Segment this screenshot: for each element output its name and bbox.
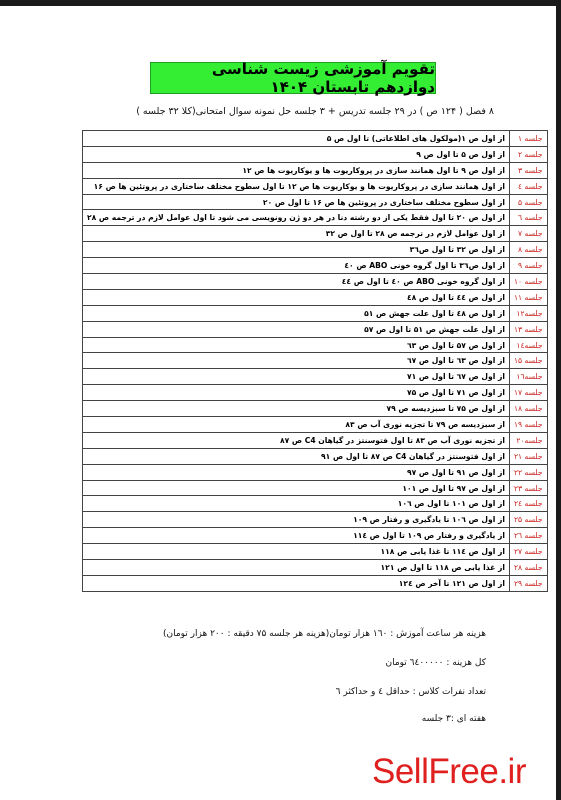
session-label: جلسه۱۲ xyxy=(509,305,547,321)
session-label: جلسه ۲۲ xyxy=(509,464,547,480)
session-description: از اول ص ٦۷ تا اول ص ۷۱ xyxy=(83,369,510,385)
table-row xyxy=(83,401,548,417)
session-description: از یادگیری و رفتار ص ۱۰۹ تا اول ص ۱۱٤ xyxy=(83,528,510,544)
session-description: از اول ص ۹۱ تا اول ص ۹۷ xyxy=(83,464,510,480)
session-label: جلسه ۸ xyxy=(509,242,547,258)
session-description: از اول ص ۷۱ تا اول ص ۷۵ xyxy=(83,385,510,401)
session-label: جلسه ۱۷ xyxy=(509,385,547,401)
table-row xyxy=(83,528,548,544)
table-row xyxy=(83,560,548,576)
session-description: از اول ص ٦۳ تا اول ص ٦۷ xyxy=(83,353,510,369)
session-label: جلسه ۲۳ xyxy=(509,480,547,496)
table-row xyxy=(83,162,548,178)
session-label: جلسه ٤ xyxy=(509,178,547,194)
table-row xyxy=(83,131,548,147)
session-label: جلسه ۲۸ xyxy=(509,560,547,576)
class-size-note: تعداد نفرات کلاس : حداقل ٤ و حداکثر ٦ xyxy=(335,687,486,697)
session-description: از اول ص ٤۸ تا اول علت جهش ص ۵۱ xyxy=(83,305,510,321)
document-title: تقویم آموزشی زیست شناسی دوازدهم تابستان ۱۴۰۴ xyxy=(150,62,436,94)
table-row xyxy=(83,575,548,591)
table-row xyxy=(83,369,548,385)
session-label: جلسه ۱ xyxy=(509,131,547,147)
table-row xyxy=(83,258,548,274)
table-row xyxy=(83,353,548,369)
session-description: از اول سطوح مختلف ساختاری در پروتئین ها ص ۱۶ تا اول ص ۲۰ xyxy=(83,194,510,210)
session-description: از اول ص ٤٤ تا اول ص ٤۸ xyxy=(83,289,510,305)
table-row xyxy=(83,448,548,464)
session-description: از اول ص ۳۲ تا اول ص۳٦ xyxy=(83,242,510,258)
session-schedule-table xyxy=(82,130,548,592)
hourly-cost-note: هزینه هر ساعت آموزش : ۱٦۰ هزار تومان(هزینه هر جلسه ۷۵ دقیقه : ۲۰۰ هزار تومان) xyxy=(162,629,486,639)
session-label: جلسه ۹ xyxy=(509,258,547,274)
session-description: از اول ص ۱۰٦ تا یادگیری و رفتار ص ۱۰۹ xyxy=(83,512,510,528)
table-row xyxy=(83,242,548,258)
session-label: جلسه ۱۰ xyxy=(509,274,547,290)
session-description: از اول ص ۱۱٤ تا غذا یابی ص ۱۱۸ xyxy=(83,544,510,560)
table-row xyxy=(83,210,548,226)
window-right-border xyxy=(556,0,561,800)
session-label: جلسه ۲ xyxy=(509,146,547,162)
session-description: از اول همانند سازی در پروکاریوت ها و یوکاریوت ها ص ۱۲ تا اول سطوح مختلف ساختاری در پروتئین ها ص ۱۶ xyxy=(83,178,510,194)
session-description: از سبزدیسه ص ۷۹ تا تجزیه نوری آب ص ۸۳ xyxy=(83,417,510,433)
session-label: جلسه ۳ xyxy=(509,162,547,178)
session-description: از اول ص ۱(مولکول های اطلاعاتی) تا اول ص ۵ xyxy=(83,131,510,147)
table-row xyxy=(83,178,548,194)
session-label: جلسه ۷ xyxy=(509,226,547,242)
session-label: جلسه۲۰ xyxy=(509,432,547,448)
session-description: از اول علت جهش ص ۵۱ تا اول ص ۵۷ xyxy=(83,321,510,337)
table-row xyxy=(83,464,548,480)
session-description: از اول ص ۱۰۱ تا اول ص ۱۰٦ xyxy=(83,496,510,512)
session-label: جلسه ۱۱ xyxy=(509,289,547,305)
session-description: از اول ص ۹ تا اول همانند سازی در پروکاریوت ها و یوکاریوت ها ص ۱۲ xyxy=(83,162,510,178)
session-description: از اول ص ۷۵ تا سبزدیسه ص ۷۹ xyxy=(83,401,510,417)
table-row xyxy=(83,544,548,560)
session-label: جلسه ۲۵ xyxy=(509,512,547,528)
table-row xyxy=(83,385,548,401)
table-row xyxy=(83,321,548,337)
session-description: از اول ص ۱۲۱ تا آخر ص ۱۲٤ xyxy=(83,575,510,591)
document-page xyxy=(10,6,546,800)
session-label: جلسه ۲٤ xyxy=(509,496,547,512)
weekly-sessions-note: هفته ای :۳ جلسه xyxy=(421,714,486,724)
session-description: از اول ص ۲۰ تا اول فقط یکی از دو رشته دنا در هر دو ژن رونویسی می شود تا اول عوامل لازم در ترجمه ص ۲۸ xyxy=(83,210,510,226)
session-description: از اول ص۳٦ تا اول گروه خونی ABO ص ٤۰ xyxy=(83,258,510,274)
session-description: از اول فتوسنتز در گیاهان C4 ص ۸۷ تا اول ص ۹۱ xyxy=(83,448,510,464)
session-label: جلسه ۱۸ xyxy=(509,401,547,417)
table-row xyxy=(83,417,548,433)
session-label: جلسه۱٤ xyxy=(509,337,547,353)
session-label: جلسه۱٦ xyxy=(509,369,547,385)
session-description: از تجزیه نوری آب ص ۸۳ تا اول فتوسنتز در گیاهان C4 ص ۸۷ xyxy=(83,432,510,448)
session-label: جلسه ۱۹ xyxy=(509,417,547,433)
session-label: جلسه ۵ xyxy=(509,194,547,210)
table-row xyxy=(83,305,548,321)
watermark-logo: SellFree.ir xyxy=(372,752,526,791)
table-row xyxy=(83,146,548,162)
session-description: از غذا یابی ص ۱۱۸ تا اول ص ۱۲۱ xyxy=(83,560,510,576)
table-row xyxy=(83,480,548,496)
table-row xyxy=(83,194,548,210)
session-label: جلسه ۲٦ xyxy=(509,528,547,544)
session-description: از اول ص ۵ تا اول ص ۹ xyxy=(83,146,510,162)
table-row xyxy=(83,274,548,290)
total-cost-note: کل هزینه : ٦٤۰۰۰۰۰ تومان xyxy=(385,658,486,668)
session-description: از اول عوامل لازم در ترجمه ص ۲۸ تا اول ص ۳۲ xyxy=(83,226,510,242)
session-label: جلسه ۲۱ xyxy=(509,448,547,464)
session-label: جلسه ۲۹ xyxy=(509,575,547,591)
table-row xyxy=(83,289,548,305)
document-subtitle: ۸ فصل ( ۱۲۴ ص ) در ۲۹ جلسه تدریس + ۳ جلسه حل نمونه سوال امتحانی(کلا ۳۲ جلسه ) xyxy=(136,106,494,117)
table-row xyxy=(83,512,548,528)
table-row xyxy=(83,226,548,242)
session-label: جلسه ۲۷ xyxy=(509,544,547,560)
session-label: جلسه ٦ xyxy=(509,210,547,226)
table-row xyxy=(83,432,548,448)
session-description: از اول گروه خونی ABO ص ٤۰ تا اول ص ٤٤ xyxy=(83,274,510,290)
session-label: جلسه ۱۵ xyxy=(509,353,547,369)
table-row xyxy=(83,337,548,353)
session-label: جلسه ۱۳ xyxy=(509,321,547,337)
table-row xyxy=(83,496,548,512)
session-description: از اول ص ۹۷ تا اول ص ۱۰۱ xyxy=(83,480,510,496)
session-description: از اول ص ۵۷ تا اول ص ٦۳ xyxy=(83,337,510,353)
